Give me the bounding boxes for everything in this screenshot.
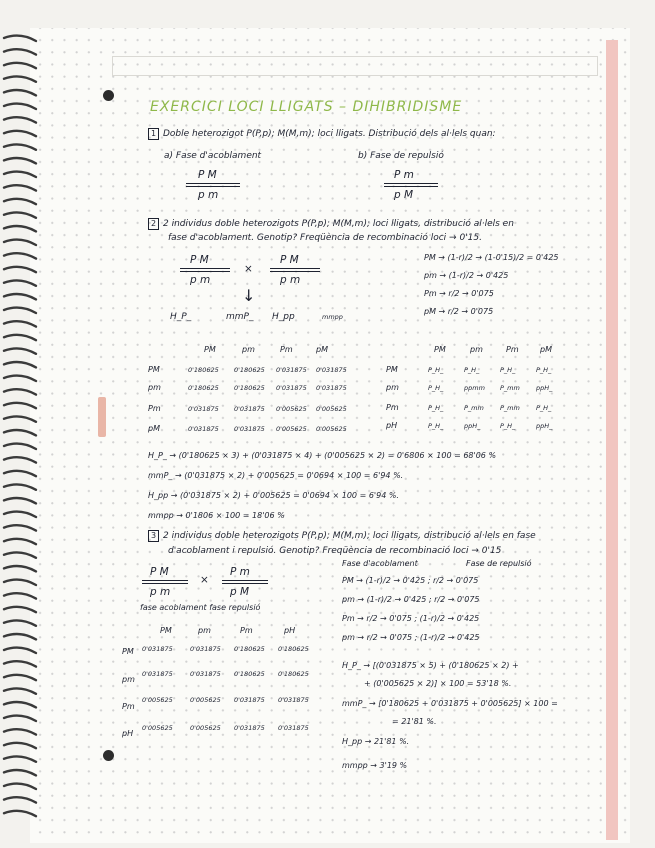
table-cell: P_H_ <box>428 422 444 430</box>
table-header: pM <box>540 345 552 354</box>
punch-hole <box>103 750 114 761</box>
q3-result: mmP_ → [0'180625 + 0'031875 + 0'005625] × 100 = <box>342 699 558 708</box>
table-cell: 0'031875 <box>316 384 347 392</box>
table-cell: 0'005625 <box>316 425 347 433</box>
spiral-coil <box>4 308 36 313</box>
table-cell: 0'180625 <box>278 670 309 678</box>
spiral-coil <box>4 90 36 95</box>
spiral-coil <box>4 253 36 258</box>
table-cell: 0'031875 <box>190 645 221 653</box>
table-cell: 0'031875 <box>278 724 309 732</box>
q3-freq: Pm → r/2 → 0'075 ; (1-r)/2 → 0'425 <box>342 614 480 623</box>
table-cell: 0'180625 <box>234 670 265 678</box>
spiral-coil <box>4 226 36 231</box>
spiral-coil <box>4 756 36 761</box>
table-header: Pm <box>506 345 519 354</box>
spiral-coil <box>4 362 36 367</box>
row-header: Pm <box>386 403 399 412</box>
spiral-coil <box>4 403 36 408</box>
header-box <box>112 56 598 76</box>
q3-phase-a-heading: Fase d'acoblament <box>342 559 418 568</box>
spiral-coil <box>4 131 36 136</box>
q3-cross-a-top: P M <box>150 566 169 578</box>
q2-freq: PM → (1-r)/2 → (1-0'15)/2 = 0'425 <box>424 253 559 262</box>
spiral-coil <box>4 321 36 326</box>
chromosome-line <box>180 268 230 269</box>
chromosome-line <box>222 583 268 584</box>
chromosome-line <box>180 271 230 272</box>
q1-a-bottom: p m <box>198 189 219 201</box>
q1-a-top: P M <box>198 169 217 181</box>
spiral-coil <box>4 716 36 721</box>
q2-freq: Pm → r/2 → 0'075 <box>424 289 494 298</box>
q3-cross-a-bottom: p m <box>150 586 171 598</box>
row-header: pM <box>148 424 160 433</box>
table-cell: 0'031875 <box>276 366 307 374</box>
phenotype: mmpp <box>322 313 343 321</box>
spiral-coil <box>4 199 36 204</box>
table-header: pm <box>470 345 483 354</box>
spiral-coil <box>4 280 36 285</box>
spiral-coil <box>4 539 36 544</box>
spiral-coil <box>4 416 36 421</box>
spiral-coil <box>4 620 36 625</box>
spiral-coil <box>4 172 36 177</box>
q2-result: H_pp → (0'031875 × 2) + 0'005625 = 0'0694 × 100 = 6'94 %. <box>148 491 399 500</box>
q2-text-1: 2 individus doble heterozigots P(P,p); M(M,m); loci lligats, distribució al·lels en <box>163 219 514 229</box>
table-cell: 0'031875 <box>234 724 265 732</box>
chromosome-line <box>384 183 438 184</box>
table-cell: P_mm <box>464 404 484 412</box>
row-header: PM <box>122 647 134 656</box>
chromosome-line <box>142 583 188 584</box>
spiral-binding <box>0 30 38 830</box>
table-header: PM <box>160 626 172 635</box>
q1-b-bottom: p M <box>394 189 414 201</box>
table-header: pH <box>284 626 296 635</box>
spiral-coil <box>4 784 36 789</box>
q3-cross-labels: fase acoblament fase repulsió <box>140 603 261 612</box>
spiral-coil <box>4 484 36 489</box>
q3-freq: pm → (1-r)/2 → 0'425 ; r/2 → 0'075 <box>342 595 480 604</box>
table-cell: P_H_ <box>536 404 552 412</box>
table-cell: 0'031875 <box>234 696 265 704</box>
q3-statement-2: d'acoblament i repulsió. Genotip? Freqüència de recombinació loci → 0'15 <box>168 546 502 556</box>
table-header: PM <box>204 345 216 354</box>
q3-result: H_pp → 21'81 %. <box>342 737 410 746</box>
spiral-coil <box>4 36 36 41</box>
spiral-coil <box>4 580 36 585</box>
table-cell: ppH_ <box>536 384 553 392</box>
chromosome-line <box>270 271 320 272</box>
q1-b-top: P m <box>394 169 414 181</box>
spiral-coil <box>4 675 36 680</box>
spiral-coil <box>4 498 36 503</box>
row-header: pm <box>122 675 135 684</box>
table-cell: 0'031875 <box>234 405 265 413</box>
chromosome-line <box>384 186 438 187</box>
q1-b-label: b) Fase de repulsió <box>358 151 444 161</box>
table-header: pM <box>316 345 328 354</box>
spiral-coil <box>4 743 36 748</box>
q1-text: Doble heterozigot P(P,p); M(M,m); loci lligats. Distribució dels al·lels quan: <box>163 129 496 139</box>
spiral-coil <box>4 797 36 802</box>
row-header: pm <box>386 383 399 392</box>
q3-result: = 21'81 %. <box>392 717 437 726</box>
table-cell: 0'005625 <box>142 696 173 704</box>
q3-cross-times: × <box>200 574 209 586</box>
table-cell: 0'005625 <box>276 405 307 413</box>
q3-freq: pm → r/2 → 0'075 ; (1-r)/2 → 0'425 <box>342 633 480 642</box>
q2-freq: pM → r/2 → 0'075 <box>424 307 494 316</box>
spiral-coil <box>4 770 36 775</box>
q2-statement-1 <box>148 218 514 230</box>
table-cell: 0'180625 <box>234 366 265 374</box>
q3-freq: PM → (1-r)/2 → 0'425 ; r/2 → 0'075 <box>342 576 479 585</box>
table-cell: 0'031875 <box>316 366 347 374</box>
spiral-coil <box>4 185 36 190</box>
spiral-coil <box>4 552 36 557</box>
q2-cross-a-top: P M <box>190 254 209 266</box>
spiral-coil <box>4 471 36 476</box>
table-cell: 0'005625 <box>190 696 221 704</box>
spiral-coil <box>4 240 36 245</box>
q1-statement <box>148 128 496 140</box>
table-header: pm <box>242 345 255 354</box>
table-cell: P_H_ <box>464 366 480 374</box>
q3-text-1: 2 individus doble heterozigots P(P,p); M(M,m); loci lligats, distribució al·lels en fase <box>163 531 536 541</box>
table-cell: 0'031875 <box>188 405 219 413</box>
spiral-coil <box>4 267 36 272</box>
spiral-coil <box>4 430 36 435</box>
chromosome-line <box>270 268 320 269</box>
q2-cross-a-bottom: p m <box>190 274 211 286</box>
spiral-coil <box>4 212 36 217</box>
q2-cross-b-bottom: p m <box>280 274 301 286</box>
table-cell: ppH_ <box>536 422 553 430</box>
table-cell: P_H_ <box>428 404 444 412</box>
table-cell: 0'005625 <box>190 724 221 732</box>
chromosome-line <box>222 580 268 581</box>
table-cell: 0'180625 <box>188 366 219 374</box>
q3-result: mmpp → 3'19 % <box>342 761 408 770</box>
q3-number: 3 <box>148 530 159 542</box>
spiral-coil <box>4 294 36 299</box>
spiral-coil <box>4 525 36 530</box>
q2-freq: pm → (1-r)/2 → 0'425 <box>424 271 509 280</box>
table-cell: 0'031875 <box>142 645 173 653</box>
row-header: Pm <box>148 404 161 413</box>
chromosome-line <box>186 186 240 187</box>
spiral-coil <box>4 661 36 666</box>
q2-cross-b-top: P M <box>280 254 299 266</box>
spiral-coil <box>4 729 36 734</box>
spiral-coil <box>4 335 36 340</box>
table-cell: 0'031875 <box>234 425 265 433</box>
table-cell: P_H_ <box>536 366 552 374</box>
q3-statement-1 <box>148 530 536 542</box>
table-cell: P_H_ <box>428 384 444 392</box>
spiral-coil <box>4 512 36 517</box>
table-cell: 0'031875 <box>276 384 307 392</box>
table-cell: 0'180625 <box>234 645 265 653</box>
row-header: pH <box>386 421 398 430</box>
table-cell: 0'031875 <box>278 696 309 704</box>
q2-result: mmP_ → (0'031875 × 2) + 0'005625 = 0'0694 × 100 = 6'94 %. <box>148 471 404 480</box>
q2-result: H_P_ → (0'180625 × 3) + (0'031875 × 4) + (0'005625 × 2) = 0'6806 × 100 = 68'06 % <box>148 451 497 460</box>
dotted-paper <box>30 28 630 843</box>
table-cell: 0'180625 <box>278 645 309 653</box>
table-cell: 0'031875 <box>188 425 219 433</box>
q3-phase-b-heading: Fase de repulsió <box>466 559 532 568</box>
spiral-coil <box>4 593 36 598</box>
table-cell: ppH_ <box>464 422 481 430</box>
table-cell: P_mm <box>500 404 520 412</box>
table-cell: P_H_ <box>428 366 444 374</box>
spiral-coil <box>4 634 36 639</box>
spiral-coil <box>4 457 36 462</box>
table-cell: 0'031875 <box>142 670 173 678</box>
q2-result: mmpp → 0'1806 × 100 = 18'06 % <box>148 511 285 520</box>
table-header: Pm <box>240 626 253 635</box>
q1-a-label: a) Fase d'acoblament <box>164 151 262 161</box>
phenotype: mmP_ <box>226 312 254 322</box>
spiral-coil <box>4 63 36 68</box>
table-cell: 0'005625 <box>316 405 347 413</box>
row-header: Pm <box>122 702 135 711</box>
spiral-coil <box>4 158 36 163</box>
spiral-coil <box>4 607 36 612</box>
divider-tab <box>98 397 106 437</box>
spiral-coil <box>4 376 36 381</box>
phenotype: H_pp <box>272 312 295 322</box>
spiral-coil <box>4 389 36 394</box>
punch-hole <box>103 90 114 101</box>
chromosome-line <box>186 183 240 184</box>
table-cell: 0'031875 <box>190 670 221 678</box>
table-cell: 0'180625 <box>188 384 219 392</box>
q1-number: 1 <box>148 128 159 140</box>
spiral-coil <box>4 144 36 149</box>
spiral-coil <box>4 348 36 353</box>
spiral-coil <box>4 566 36 571</box>
q3-cross-b-bottom: p M <box>230 586 250 598</box>
table-cell: 0'180625 <box>234 384 265 392</box>
q3-result: + (0'005625 × 2)] × 100 = 53'18 %. <box>364 679 512 688</box>
table-cell: P_H_ <box>500 422 516 430</box>
row-header: PM <box>386 365 398 374</box>
spiral-coil <box>4 444 36 449</box>
spiral-coil <box>4 811 36 816</box>
row-header: PM <box>148 365 160 374</box>
table-cell: P_mm <box>500 384 520 392</box>
pink-margin-strip <box>606 40 618 840</box>
table-cell: 0'005625 <box>276 425 307 433</box>
spiral-coil <box>4 76 36 81</box>
q3-result: H_P_ → [(0'031875 × 5) + (0'180625 × 2) + <box>342 661 519 670</box>
q2-number: 2 <box>148 218 159 230</box>
q3-cross-b-top: P m <box>230 566 250 578</box>
table-cell: P_H_ <box>500 366 516 374</box>
spiral-coil <box>4 648 36 653</box>
table-cell: ppmm <box>464 384 485 392</box>
spiral-coil <box>4 117 36 122</box>
spiral-coil <box>4 702 36 707</box>
table-cell: 0'005625 <box>142 724 173 732</box>
table-header: pm <box>198 626 211 635</box>
down-arrow-icon: ↓ <box>242 286 256 305</box>
page-title: EXERCICI LOCI LLIGATS – DIHIBRIDISME <box>150 99 463 115</box>
spiral-coil <box>4 49 36 54</box>
phenotype: H_P_ <box>170 312 192 322</box>
row-header: pm <box>148 383 161 392</box>
q2-cross-times: × <box>244 263 253 275</box>
spiral-coil <box>4 104 36 109</box>
spiral-coil <box>4 688 36 693</box>
chromosome-line <box>142 580 188 581</box>
q2-statement-2: fase d'acoblament. Genotip? Freqüència de recombinació loci → 0'15. <box>168 233 482 243</box>
table-header: PM <box>434 345 446 354</box>
table-header: Pm <box>280 345 293 354</box>
row-header: pH <box>122 729 134 738</box>
